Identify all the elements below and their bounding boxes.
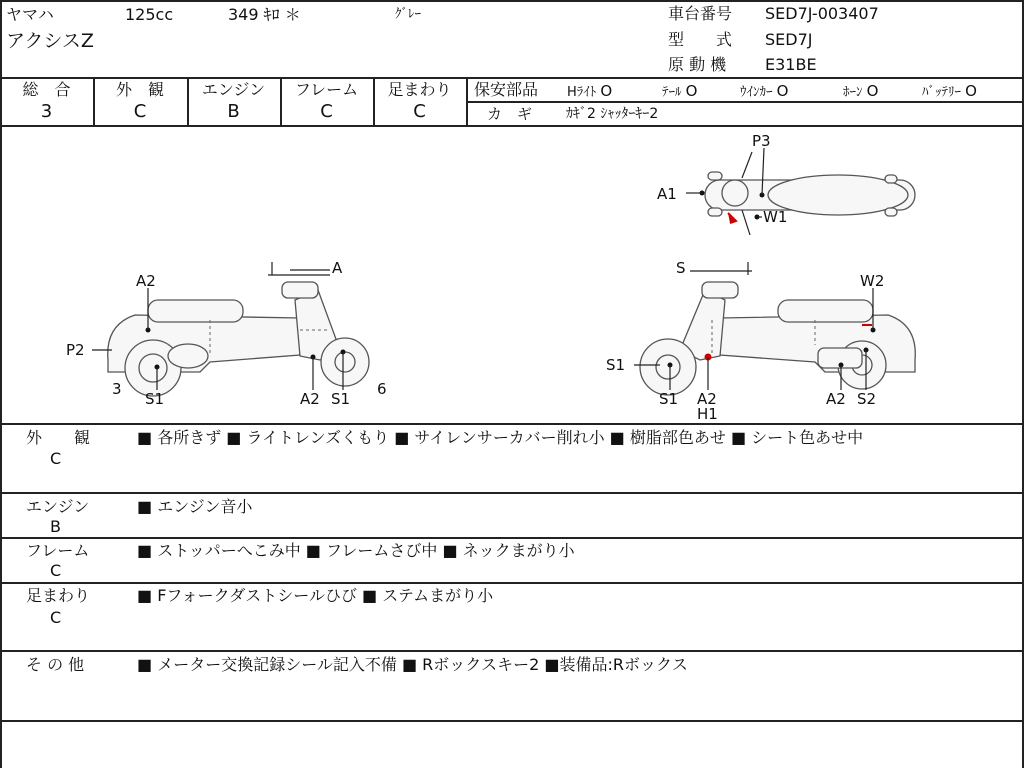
label-a: A xyxy=(332,259,343,277)
finding-text-frame: ■ ストッパーへこみ中 ■ フレームさび中 ■ ネックまがり小 xyxy=(137,541,575,560)
engine-value: E31BE xyxy=(765,55,817,74)
label-s1-bottom: S1 xyxy=(659,390,679,408)
left-view-scooter xyxy=(92,262,369,396)
findings-line xyxy=(0,492,1024,494)
label-s: S xyxy=(676,259,686,277)
grade-value-engine: B xyxy=(227,101,240,122)
label-w2: W2 xyxy=(860,272,885,290)
label-6: 6 xyxy=(377,380,387,398)
grade-label-frame: フレーム xyxy=(294,80,359,99)
key-value: ｶｷﾞ2 ｼｬｯﾀｰｷｰ2 xyxy=(566,106,659,122)
findings-top-line xyxy=(0,423,1024,425)
findings-line xyxy=(0,720,1024,722)
safety-item-name: ｳｲﾝｶｰ xyxy=(740,85,773,100)
top-view-scooter xyxy=(686,148,915,235)
model-name: アクシスZ xyxy=(6,30,94,52)
grade-label-engine: エンジン xyxy=(201,80,266,99)
findings-line xyxy=(0,537,1024,539)
label-s2: S2 xyxy=(857,390,877,408)
key-label: カ ギ xyxy=(487,105,533,123)
grade-value-exterior: C xyxy=(133,101,147,122)
finding-grade-exterior: C xyxy=(50,449,62,468)
finding-category-engine: エンジン xyxy=(26,497,90,516)
frame-no: SED7J-003407 xyxy=(765,4,879,23)
type-label: 型 式 xyxy=(668,30,733,49)
grade-value-frame: C xyxy=(320,101,333,122)
finding-category-suspension: 足まわり xyxy=(26,586,91,605)
label-w1: W1 xyxy=(763,208,788,226)
finding-text-engine: ■ エンジン音小 xyxy=(137,497,253,516)
finding-text-exterior: ■ 各所きず ■ ライトレンズくもり ■ サイレンサーカバー削れ小 ■ 樹脂部色あせ ■ シート色あせ中 xyxy=(137,428,864,447)
finding-category-exterior: 外 観 xyxy=(26,428,91,447)
finding-grade-engine: B xyxy=(50,517,61,536)
mileage: 349 ｷﾛ ＊ xyxy=(228,5,301,24)
grade-label-exterior: 外 観 xyxy=(115,80,164,99)
findings-line xyxy=(0,582,1024,584)
findings-line xyxy=(0,650,1024,652)
label-a2: A2 xyxy=(697,390,717,408)
safety-item-name: ﾎｰﾝ xyxy=(843,85,863,100)
grade-label-suspension: 足まわり xyxy=(387,80,452,99)
label-p3: P3 xyxy=(752,132,771,150)
color: ｸﾞﾚｰ xyxy=(395,7,421,22)
label-a2-bottom: A2 xyxy=(826,390,846,408)
status-circle-icon: O xyxy=(685,82,698,100)
status-circle-icon: O xyxy=(600,82,613,100)
frame-no-label: 車台番号 xyxy=(668,4,733,23)
finding-grade-suspension: C xyxy=(50,608,62,627)
displacement: 125cc xyxy=(125,5,174,24)
grade-value-suspension: C xyxy=(413,101,426,122)
finding-text-suspension: ■ Fフォークダストシールひび ■ ステムまがり小 xyxy=(137,586,494,605)
type-value: SED7J xyxy=(765,30,813,49)
finding-category-frame: フレーム xyxy=(26,541,90,560)
safety-item-name: ﾃｰﾙ xyxy=(662,85,682,100)
label-s1: S1 xyxy=(606,356,626,374)
grade-value-overall: 3 xyxy=(40,101,53,122)
finding-text-other: ■ メーター交換記録シール記入不備 ■ Rボックスキー2 ■装備品:Rボックス xyxy=(137,655,688,674)
finding-grade-frame: C xyxy=(50,561,62,580)
grade-label-overall: 総 合 xyxy=(22,80,71,99)
maker-name: ヤマハ xyxy=(6,5,54,24)
status-circle-icon: O xyxy=(776,82,789,100)
label-s1-bottom: S1 xyxy=(331,390,351,408)
label-s1: S1 xyxy=(145,390,165,408)
label-3: 3 xyxy=(112,380,122,398)
safety-item-name: ﾊﾞｯﾃﾘｰ xyxy=(922,85,961,100)
safety-label: 保安部品 xyxy=(474,80,539,99)
finding-category-other: そ の 他 xyxy=(26,655,85,674)
engine-label: 原 動 機 xyxy=(668,55,727,74)
label-p2: P2 xyxy=(66,341,85,359)
label-a2-bottom: A2 xyxy=(300,390,320,408)
label-a1: A1 xyxy=(657,185,677,203)
label-h1: H1 xyxy=(697,405,718,423)
label-a2: A2 xyxy=(136,272,156,290)
safety-item-name: Hﾗｲﾄ xyxy=(567,85,597,100)
status-circle-icon: O xyxy=(866,82,879,100)
status-circle-icon: O xyxy=(965,82,977,100)
